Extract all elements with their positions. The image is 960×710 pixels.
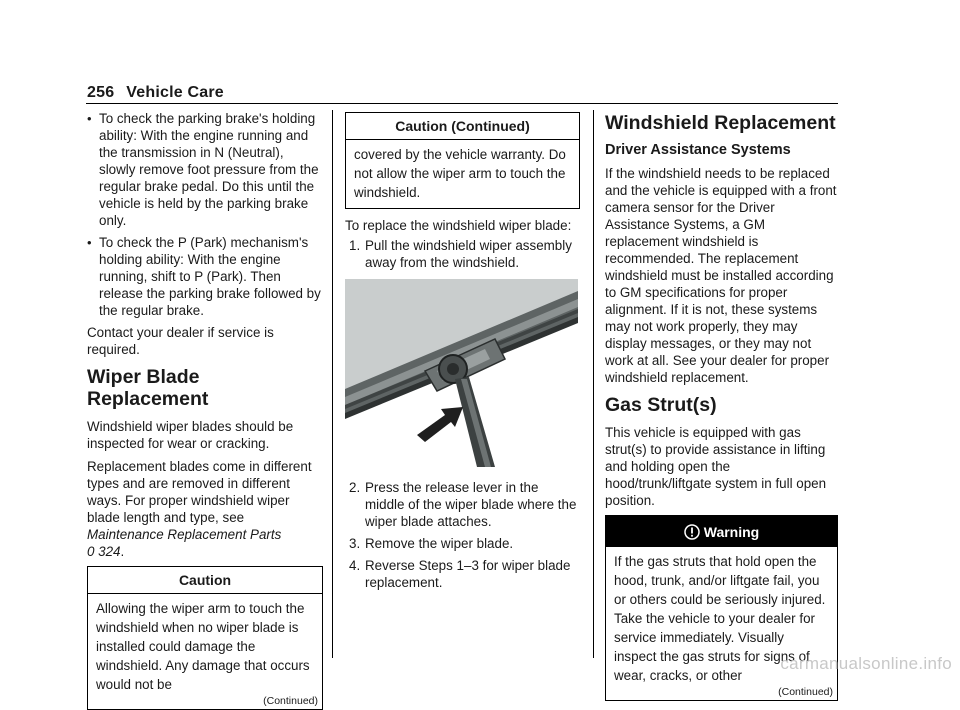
column-divider: [593, 110, 594, 658]
watermark: carmanualsonline.info: [780, 654, 952, 673]
gas-strut-heading: Gas Strut(s): [605, 394, 717, 416]
contact-text: Contact your dealer if service is required.: [87, 325, 274, 357]
warning-body: If the gas struts that hold open the hood, trunk, and/or liftgate fail, you or others could be seriously injured. Take the vehicle to your dealer for service immediately. Visually inspect the gas struts for signs of wear, cracks, or other: [614, 554, 826, 683]
list-item: • To check the P (Park) mechanism's holding ability: With the engine running, shift to P (Park). Then release the parking brake followed by the regular brake.: [87, 234, 323, 319]
column-right: [605, 110, 838, 701]
das-heading: Driver Assistance Systems: [605, 142, 791, 158]
wiper-paragraph: Windshield wiper blades should be inspected for wear or cracking.: [87, 419, 294, 451]
steps-list: [345, 237, 580, 271]
caution-box: [87, 566, 323, 710]
reference-link[interactable]: Maintenance Replacement Parts: [87, 527, 282, 542]
page-header: [87, 84, 224, 102]
column-middle: [345, 110, 580, 596]
column-divider: [332, 110, 333, 658]
list-item: • To check the parking brake's holding ability: With the engine running and the transmission in N (Neutral), slowly remove foot pressure from the regular brake pedal. Do this until the vehicle is held by the parking brake only.: [87, 110, 323, 229]
caution-body: Allowing the wiper arm to touch the windshield when no wiper blade is installed could damage the windshield. Any damage that occurs would not be: [96, 601, 310, 692]
das-paragraph: If the windshield needs to be replaced and the vehicle is equipped with a front camera sensor for the Driver Assistance Systems, a GM replacement windshield is recommended. The replacement windshield must be installed according to GM specifications for proper alignment. If it is not, these systems may not work properly, they may display messages, or they may not work at all. See your dealer for proper windshield replacement.: [605, 166, 837, 385]
steps-intro: To replace the windshield wiper blade:: [345, 218, 572, 233]
wiper-blade-illustration: [345, 279, 578, 467]
step-item: 1. Pull the windshield wiper assembly away from the windshield.: [349, 238, 572, 270]
caution-continued-box: [345, 112, 580, 209]
page-number: 256: [87, 84, 115, 101]
caution-body: covered by the vehicle warranty. Do not allow the wiper arm to touch the windshield.: [354, 147, 566, 200]
step-item: 3. Remove the wiper blade.: [349, 536, 514, 551]
bullet-list: [87, 110, 323, 319]
wiper-heading: Wiper Blade Replacement: [87, 366, 209, 410]
caution-title: Caution (Continued): [346, 113, 579, 140]
caution-title: Caution: [88, 567, 322, 594]
warning-icon: [684, 524, 700, 540]
gas-strut-paragraph: This vehicle is equipped with gas strut(s) to provide assistance in lifting and holding open the hood/trunk/liftgate system in full open position.: [605, 425, 827, 508]
steps-list: [345, 479, 580, 591]
step-item: 4. Reverse Steps 1–3 for wiper blade replacement.: [349, 558, 571, 590]
continued-label: (Continued): [778, 686, 833, 698]
windshield-heading: Windshield Replacement: [605, 112, 836, 134]
step-item: 2. Press the release lever in the middle of the wiper blade where the wiper blade attaches.: [349, 480, 577, 529]
column-left: [87, 110, 323, 710]
section-title: Vehicle Care: [126, 84, 224, 101]
header-rule: [86, 103, 838, 104]
warning-title: Warning: [606, 516, 837, 547]
continued-label: (Continued): [263, 695, 318, 707]
wiper-paragraph: Replacement blades come in different types and are removed in different ways. For proper windshield wiper blade length and type, see Maintenance Replacement Parts 0 324.: [87, 459, 312, 559]
page-reference[interactable]: 0 324: [87, 544, 121, 559]
